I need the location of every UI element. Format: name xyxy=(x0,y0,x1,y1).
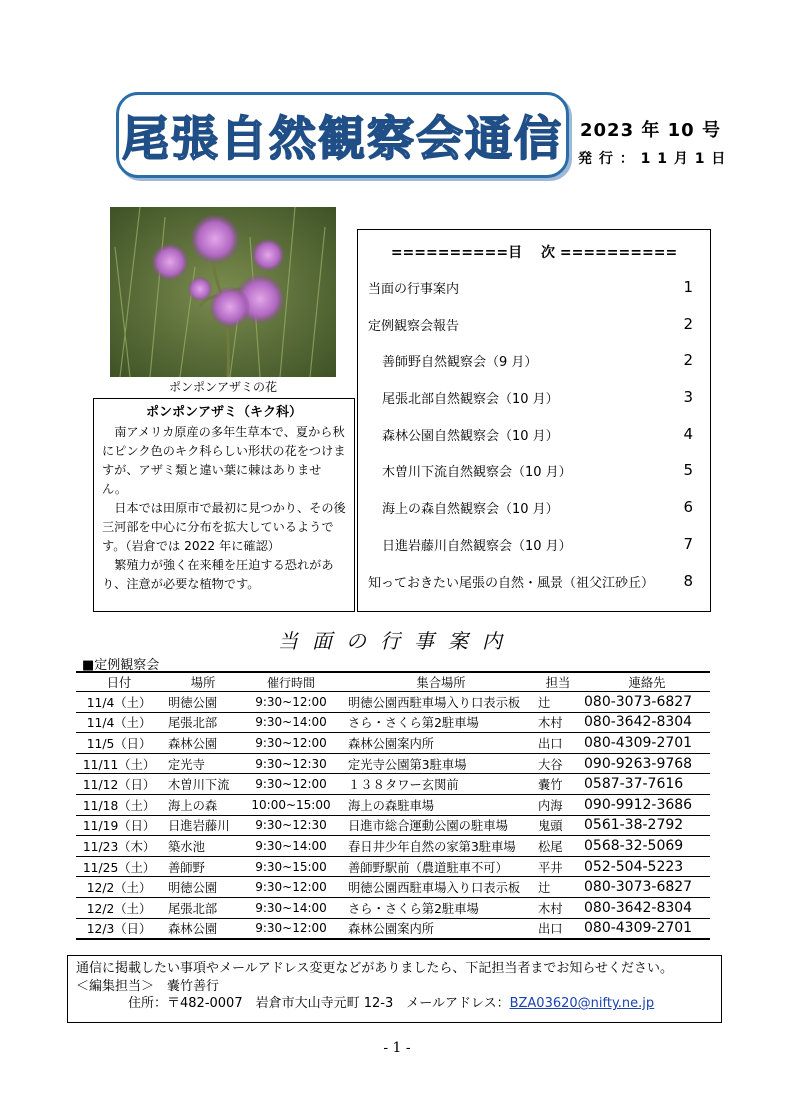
toc-item-page: 1 xyxy=(683,278,693,296)
person-cell: 鬼頭 xyxy=(534,815,578,836)
contact-cell: 080-4309-2701 xyxy=(578,918,710,939)
date-cell: 11/5（日） xyxy=(76,733,162,754)
date-cell: 12/2（土） xyxy=(76,877,162,898)
column-header: 担当 xyxy=(534,672,578,692)
table-row xyxy=(76,774,710,795)
contact-cell: 080-3073-6827 xyxy=(578,877,710,898)
column-header: 場所 xyxy=(162,672,238,692)
place-cell: 森林公園 xyxy=(162,918,238,939)
schedule-table xyxy=(76,671,710,940)
editor-name: 嚢竹善行 xyxy=(167,978,220,994)
contact-notice: 通信に掲載したい事項やメールアドレス変更などがありましたら、下記担当者までお知らせください。 xyxy=(76,961,673,976)
place-cell: 木曽川下流 xyxy=(162,774,238,795)
meeting-place-cell: 明徳公園西駐車場入り口表示板 xyxy=(344,692,534,713)
toc-item-label: 森林公園自然観察会（10 月） xyxy=(382,429,559,444)
contact-cell: 080-3642-8304 xyxy=(578,712,710,733)
plant-description-paragraph: 繁殖力が強く在来種を圧迫する恐れがあり、注意が必要な植物です。 xyxy=(102,558,334,591)
date-cell: 11/12（日） xyxy=(76,774,162,795)
column-header: 連絡先 xyxy=(578,672,710,692)
toc-item[interactable] xyxy=(382,351,693,370)
plant-description-title: ポンポンアザミ（キク科） xyxy=(145,405,302,420)
table-row xyxy=(76,836,710,857)
toc-item-label: 定例観察会報告 xyxy=(368,319,460,334)
toc-item-label: 尾張北部自然観察会（10 月） xyxy=(382,392,559,407)
place-cell: 尾張北部 xyxy=(162,897,238,918)
toc-item-page: 3 xyxy=(683,388,693,406)
column-header: 集合場所 xyxy=(344,672,534,692)
toc-item-page: 2 xyxy=(683,351,693,369)
editor-contact-box xyxy=(67,955,722,1023)
editor-email-link[interactable]: BZA03620@nifty.ne.jp xyxy=(509,996,655,1011)
table-row xyxy=(76,753,710,774)
issue-number: 2023 年 10 号 xyxy=(580,120,721,141)
table-row xyxy=(76,918,710,939)
place-cell: 築水池 xyxy=(162,836,238,857)
contact-cell: 090-9263-9768 xyxy=(578,753,710,774)
place-cell: 明徳公園 xyxy=(162,692,238,713)
contact-cell: 0568-32-5069 xyxy=(578,836,710,857)
toc-item-page: 5 xyxy=(683,461,693,479)
toc-item[interactable] xyxy=(382,425,693,444)
contact-cell: 080-4309-2701 xyxy=(578,733,710,754)
contact-cell: 090-9912-3686 xyxy=(578,794,710,815)
time-cell: 10:00~15:00 xyxy=(238,794,344,815)
table-row xyxy=(76,733,710,754)
time-cell: 9:30~12:30 xyxy=(238,815,344,836)
place-cell: 森林公園 xyxy=(162,733,238,754)
table-row xyxy=(76,856,710,877)
date-cell: 11/18（土） xyxy=(76,794,162,815)
newsletter-title-banner xyxy=(116,92,569,178)
time-cell: 9:30~12:00 xyxy=(238,692,344,713)
person-cell: 平井 xyxy=(534,856,578,877)
editor-address: 住所：〒482-0007 岩倉市大山寺元町 12-3 メールアドレス： xyxy=(128,996,510,1011)
contact-cell: 052-504-5223 xyxy=(578,856,710,877)
column-header: 日付 xyxy=(76,672,162,692)
time-cell: 9:30~14:00 xyxy=(238,712,344,733)
contact-cell: 0561-38-2792 xyxy=(578,815,710,836)
contact-cell: 080-3642-8304 xyxy=(578,897,710,918)
toc-item-label: 当面の行事案内 xyxy=(368,282,460,297)
place-cell: 海上の森 xyxy=(162,794,238,815)
toc-item-label: 日進岩藤川自然観察会（10 月） xyxy=(382,539,572,554)
toc-item[interactable] xyxy=(368,315,693,334)
meeting-place-cell: さら・さくら第2駐車場 xyxy=(344,897,534,918)
column-header: 催行時間 xyxy=(238,672,344,692)
schedule-section-title: 当面の行事案内 xyxy=(278,629,516,653)
toc-item-page: 4 xyxy=(683,425,693,443)
plant-description-paragraph: 南アメリカ原産の多年生草本で、夏から秋にピンク色のキク科らしい形状の花をつけますが、アザミ類と違い葉に棘はありません。 xyxy=(102,425,346,496)
toc-item-page: 7 xyxy=(683,535,693,553)
toc-item-page: 8 xyxy=(683,572,693,590)
schedule-subtitle: ■定例観察会 xyxy=(82,658,160,673)
place-cell: 善師野 xyxy=(162,856,238,877)
table-of-contents xyxy=(357,229,711,612)
toc-item[interactable] xyxy=(382,498,693,517)
date-cell: 11/19（日） xyxy=(76,815,162,836)
newsletter-title: 尾張自然観察会通信 xyxy=(122,111,563,167)
place-cell: 定光寺 xyxy=(162,753,238,774)
table-row xyxy=(76,794,710,815)
time-cell: 9:30~12:00 xyxy=(238,774,344,795)
table-header-row xyxy=(76,672,710,692)
date-cell: 11/4（土） xyxy=(76,712,162,733)
person-cell: 木村 xyxy=(534,897,578,918)
person-cell: 大谷 xyxy=(534,753,578,774)
meeting-place-cell: 海上の森駐車場 xyxy=(344,794,534,815)
date-cell: 11/25（土） xyxy=(76,856,162,877)
toc-item-page: 2 xyxy=(683,315,693,333)
meeting-place-cell: 日進市総合運動公園の駐車場 xyxy=(344,815,534,836)
time-cell: 9:30~12:00 xyxy=(238,918,344,939)
person-cell: 辻 xyxy=(534,877,578,898)
toc-item-label: 海上の森自然観察会（10 月） xyxy=(382,502,559,517)
flower-photo-image xyxy=(110,207,336,377)
publication-date: 発 行 ： 1 1 月 1 日 xyxy=(578,151,727,167)
meeting-place-cell: 春日井少年自然の家第3駐車場 xyxy=(344,836,534,857)
plant-description-box xyxy=(93,398,355,612)
meeting-place-cell: 明徳公園西駐車場入り口表示板 xyxy=(344,877,534,898)
contact-cell: 080-3073-6827 xyxy=(578,692,710,713)
date-cell: 12/3（日） xyxy=(76,918,162,939)
time-cell: 9:30~12:30 xyxy=(238,753,344,774)
person-cell: 出口 xyxy=(534,918,578,939)
toc-item[interactable] xyxy=(382,388,693,407)
place-cell: 日進岩藤川 xyxy=(162,815,238,836)
person-cell: 辻 xyxy=(534,692,578,713)
person-cell: 松尾 xyxy=(534,836,578,857)
place-cell: 尾張北部 xyxy=(162,712,238,733)
date-cell: 11/11（土） xyxy=(76,753,162,774)
time-cell: 9:30~12:00 xyxy=(238,733,344,754)
table-row xyxy=(76,712,710,733)
toc-item-label: 知っておきたい尾張の自然・風景（祖父江砂丘） xyxy=(368,576,655,591)
toc-item[interactable] xyxy=(382,535,693,554)
toc-item[interactable] xyxy=(368,278,693,297)
time-cell: 9:30~15:00 xyxy=(238,856,344,877)
person-cell: 出口 xyxy=(534,733,578,754)
date-cell: 11/23（木） xyxy=(76,836,162,857)
table-row xyxy=(76,692,710,713)
toc-heading: ==========目 次 ========== xyxy=(390,245,678,261)
toc-item[interactable] xyxy=(382,461,693,480)
table-row xyxy=(76,815,710,836)
time-cell: 9:30~14:00 xyxy=(238,897,344,918)
meeting-place-cell: 森林公園案内所 xyxy=(344,918,534,939)
toc-item-page: 6 xyxy=(683,498,693,516)
toc-item[interactable] xyxy=(368,572,693,591)
plant-description-paragraph: 日本では田原市で最初に見つかり、その後三河部を中心に分布を拡大しているようです。（岩倉では 2022 年に確認） xyxy=(102,501,346,553)
photo-caption: ポンポンアザミの花 xyxy=(168,380,277,394)
table-row xyxy=(76,877,710,898)
meeting-place-cell: １３８タワー玄関前 xyxy=(344,774,534,795)
meeting-place-cell: 定光寺公園第3駐車場 xyxy=(344,753,534,774)
time-cell: 9:30~12:00 xyxy=(238,877,344,898)
meeting-place-cell: 森林公園案内所 xyxy=(344,733,534,754)
editor-label: ＜編集担当＞ xyxy=(76,978,155,994)
person-cell: 嚢竹 xyxy=(534,774,578,795)
contact-cell: 0587-37-7616 xyxy=(578,774,710,795)
toc-item-label: 善師野自然観察会（9 月） xyxy=(382,355,538,370)
date-cell: 12/2（土） xyxy=(76,897,162,918)
place-cell: 明徳公園 xyxy=(162,877,238,898)
meeting-place-cell: さら・さくら第2駐車場 xyxy=(344,712,534,733)
thistle-flower-photo xyxy=(110,207,336,377)
person-cell: 木村 xyxy=(534,712,578,733)
person-cell: 内海 xyxy=(534,794,578,815)
toc-item-label: 木曽川下流自然観察会（10 月） xyxy=(382,465,572,480)
time-cell: 9:30~14:00 xyxy=(238,836,344,857)
meeting-place-cell: 善師野駅前（農道駐車不可） xyxy=(344,856,534,877)
table-row xyxy=(76,897,710,918)
date-cell: 11/4（土） xyxy=(76,692,162,713)
page-number: - 1 - xyxy=(383,1040,411,1056)
